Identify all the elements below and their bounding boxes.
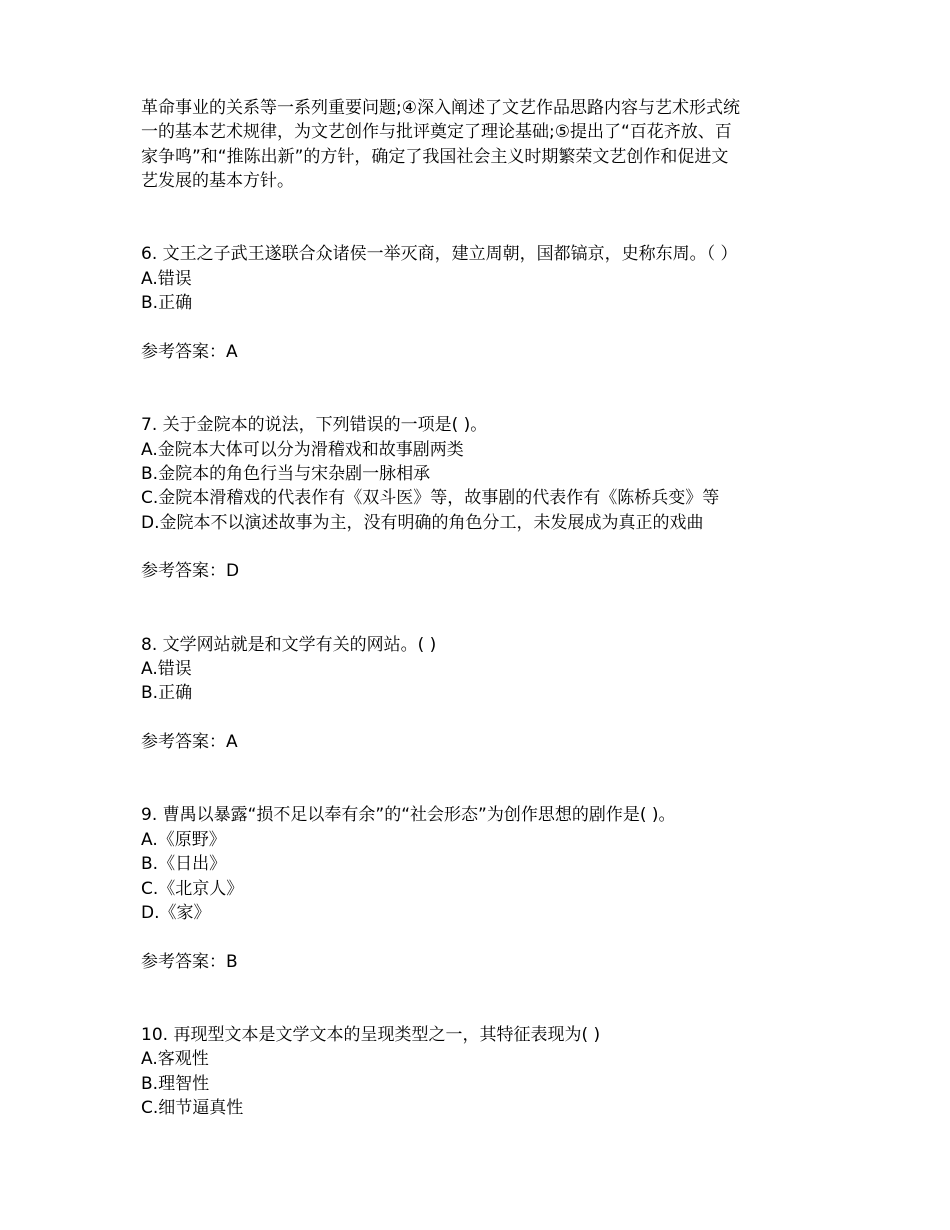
option-c: C.《北京人》 (141, 878, 244, 899)
answer-label: 参考答案：B (141, 951, 238, 972)
answer-label: 参考答案：A (141, 341, 238, 362)
intro-line: 一的基本艺术规律，为文艺创作与批评奠定了理论基础;⑤提出了“百花齐放、百 (141, 122, 732, 143)
question-stem: 10. 再现型文本是文学文本的呈现类型之一，其特征表现为( ) (141, 1024, 601, 1045)
option-d: D.金院本不以演述故事为主，没有明确的角色分工，未发展成为真正的戏曲 (141, 512, 704, 533)
option-d: D.《家》 (141, 902, 211, 923)
question-stem: 6. 文王之子武王遂联合众诸侯一举灭商，建立周朝，国都镐京，史称东周。（ ） (141, 244, 738, 265)
option-a: A.金院本大体可以分为滑稽戏和故事剧两类 (141, 439, 464, 460)
answer-label: 参考答案：A (141, 732, 238, 753)
option-a: A.错误 (141, 268, 192, 289)
question-9 (141, 803, 821, 974)
option-b: B.正确 (141, 293, 193, 314)
option-b: B.金院本的角色行当与宋杂剧一脉相承 (141, 463, 431, 484)
document-page (141, 96, 821, 1120)
question-stem: 7. 关于金院本的说法，下列错误的一项是( )。 (141, 415, 488, 436)
spacer (141, 194, 821, 243)
option-c: C.金院本滑稽戏的代表作有《双斗医》等，故事剧的代表作有《陈桥兵变》等 (141, 488, 720, 509)
intro-paragraph (141, 96, 821, 194)
spacer (141, 584, 821, 633)
spacer (141, 755, 821, 804)
option-b: B.正确 (141, 683, 193, 704)
option-c: C.细节逼真性 (141, 1098, 244, 1119)
option-a: A.客观性 (141, 1049, 209, 1070)
option-b: B.《日出》 (141, 854, 227, 875)
question-7 (141, 413, 821, 584)
intro-line: 家争鸣”和“推陈出新”的方针，确定了我国社会主义时期繁荣文艺创作和促进文 (141, 146, 729, 167)
intro-line: 艺发展的基本方针。 (141, 171, 294, 192)
intro-line: 革命事业的关系等一系列重要问题;④深入阐述了文艺作品思路内容与艺术形式统 (141, 98, 740, 118)
spacer (141, 974, 821, 1023)
question-10 (141, 1023, 821, 1121)
question-6 (141, 242, 821, 364)
question-stem: 9. 曹禺以暴露“损不足以奉有余”的“社会形态”为创作思想的剧作是( )。 (141, 805, 676, 826)
option-a: A.《原野》 (141, 829, 226, 850)
option-a: A.错误 (141, 659, 192, 680)
question-8 (141, 633, 821, 755)
spacer (141, 364, 821, 413)
question-stem: 8. 文学网站就是和文学有关的网站。( ) (141, 634, 437, 655)
option-b: B.理智性 (141, 1073, 210, 1094)
answer-label: 参考答案：D (141, 561, 240, 582)
